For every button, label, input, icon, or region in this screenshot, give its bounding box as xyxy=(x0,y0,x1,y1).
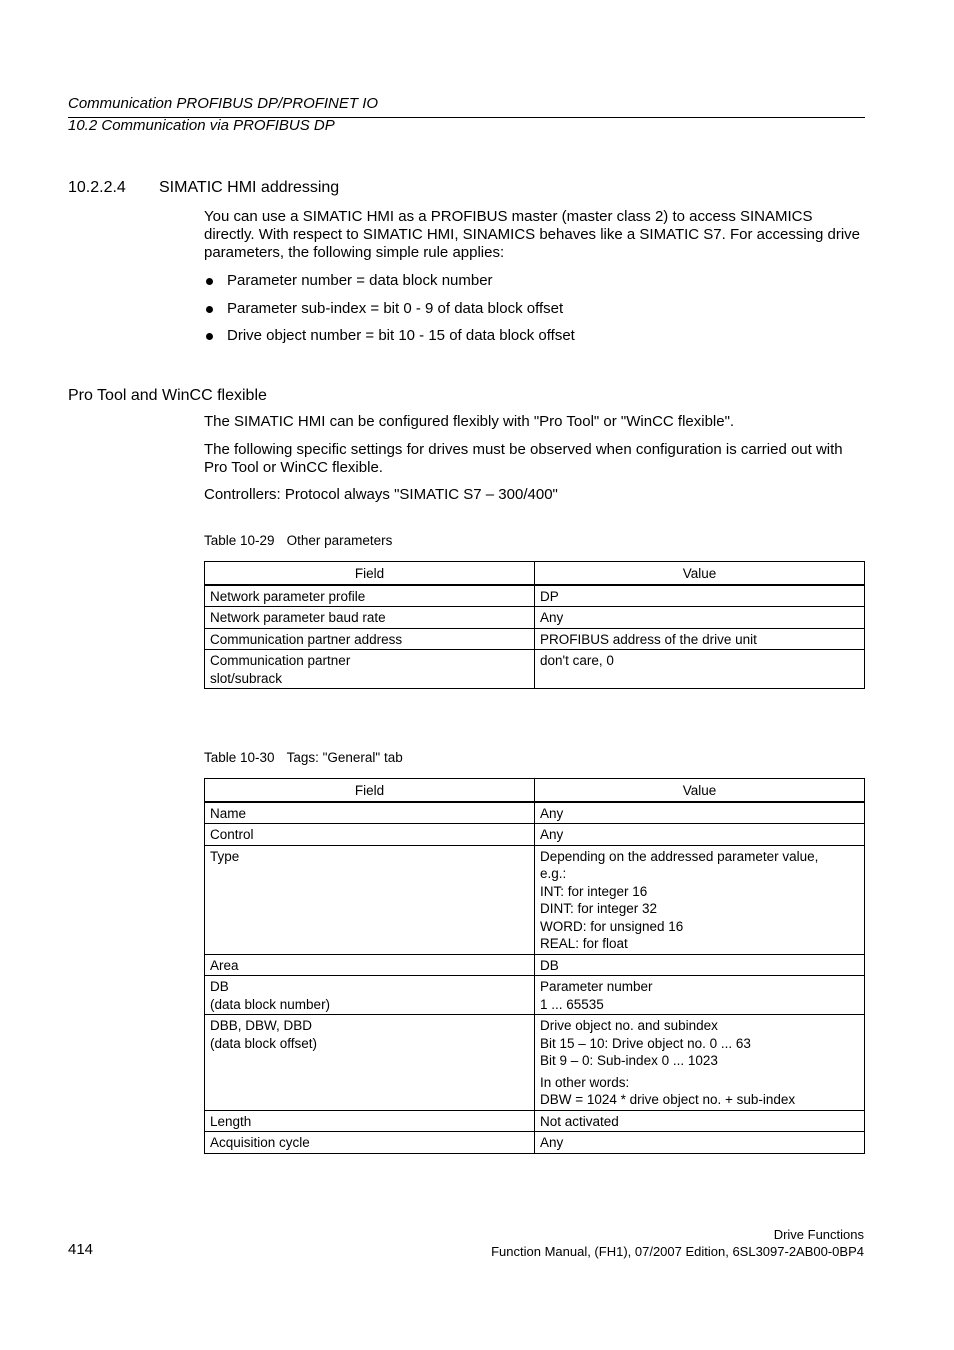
cell-line: DP xyxy=(540,588,559,604)
table-cell-field xyxy=(205,824,535,846)
subsection-paragraph-3: Controllers: Protocol always "SIMATIC S7 – 300/400" xyxy=(204,486,558,503)
table1-caption xyxy=(204,533,392,549)
table-cell-value xyxy=(535,1110,865,1132)
header-rule xyxy=(68,117,865,118)
table-cell-field xyxy=(205,585,535,607)
cell-line: Parameter number xyxy=(540,979,653,994)
cell-line: Bit 15 – 10: Drive object no. 0 ... 63 xyxy=(540,1035,751,1051)
table-cell-value xyxy=(535,607,865,629)
table-row xyxy=(205,628,865,650)
table-cell-value xyxy=(535,650,865,689)
cell-line: Type xyxy=(210,848,240,864)
running-header-chapter: Communication PROFIBUS DP/PROFINET IO xyxy=(68,95,379,112)
table-tags-general-tab xyxy=(204,778,865,1154)
cell-line: Any xyxy=(540,1135,564,1150)
cell-line: PROFIBUS address of the drive unit xyxy=(540,631,757,647)
table-header-row xyxy=(205,779,865,802)
cell-line: Communication partner xyxy=(210,653,351,668)
table-cell-value xyxy=(535,824,865,846)
table-cell-field xyxy=(205,845,535,954)
bullet-dot-icon xyxy=(206,306,213,313)
table-row xyxy=(205,976,865,1015)
table2-caption-number: Table 10-30 xyxy=(204,750,275,765)
column-header-value: Value xyxy=(535,779,865,802)
cell-line: e.g.: xyxy=(540,866,567,881)
footer-manual-title: Drive Functions xyxy=(773,1227,864,1242)
table-other-parameters xyxy=(204,561,865,689)
table-cell-field xyxy=(205,1015,535,1111)
column-header-field: Field xyxy=(205,562,535,585)
table-row xyxy=(205,824,865,846)
cell-line: Network parameter profile xyxy=(210,588,366,604)
table-cell-value xyxy=(535,628,865,650)
cell-line: Any xyxy=(540,610,564,625)
bullet-dot-icon xyxy=(206,278,213,285)
cell-line: In other words: xyxy=(540,1074,630,1090)
bullet-text: Drive object number = bit 10 - 15 of data block offset xyxy=(227,327,575,344)
table2-caption-title: Tags: "General" tab xyxy=(286,750,403,765)
cell-line: DINT: for integer 32 xyxy=(540,901,658,916)
cell-line: DB xyxy=(540,957,559,973)
cell-line: Area xyxy=(210,957,239,973)
table-cell-field xyxy=(205,607,535,629)
cell-line: DBB, DBW, DBD xyxy=(210,1018,313,1033)
table-row xyxy=(205,1132,865,1154)
table-row xyxy=(205,607,865,629)
cell-line: Name xyxy=(210,805,247,821)
subsection-title: Pro Tool and WinCC flexible xyxy=(68,387,267,404)
running-header-section: 10.2 Communication via PROFIBUS DP xyxy=(68,117,335,134)
cell-line: (data block offset) xyxy=(210,1035,318,1051)
cell-line: slot/subrack xyxy=(210,670,283,686)
table-cell-value xyxy=(535,1015,865,1111)
cell-line: don't care, 0 xyxy=(540,653,614,668)
table-cell-value xyxy=(535,585,865,607)
cell-line: REAL: for float xyxy=(540,936,628,951)
subsection-paragraph-1: The SIMATIC HMI can be configured flexibly with "Pro Tool" or "WinCC flexible". xyxy=(204,413,735,430)
table-cell-field xyxy=(205,954,535,976)
table-cell-field xyxy=(205,802,535,824)
column-header-field: Field xyxy=(205,779,535,802)
table-cell-value xyxy=(535,976,865,1015)
bullet-text: Parameter number = data block number xyxy=(227,272,493,289)
table1-caption-number: Table 10-29 xyxy=(204,533,275,548)
cell-line: Any xyxy=(540,827,564,842)
table-cell-value xyxy=(535,802,865,824)
section-title: SIMATIC HMI addressing xyxy=(159,179,340,196)
page-number: 414 xyxy=(68,1241,94,1258)
cell-line: INT: for integer 16 xyxy=(540,883,648,899)
cell-line: (data block number) xyxy=(210,996,331,1012)
table-cell-value xyxy=(535,954,865,976)
table2-caption xyxy=(204,750,403,766)
table-cell-field xyxy=(205,976,535,1015)
cell-line: Network parameter baud rate xyxy=(210,610,386,625)
cell-line: Not activated xyxy=(540,1113,619,1129)
section-intro: You can use a SIMATIC HMI as a PROFIBUS master (master class 2) to access SINAMICS directly. With respect to SIMATIC HMI, SINAMICS behaves like a SIMATIC S7. For accessing drive parameters, the following simple rule applies: xyxy=(204,208,861,261)
cell-line: Communication partner address xyxy=(210,631,403,647)
table-row xyxy=(205,1110,865,1132)
cell-line: Acquisition cycle xyxy=(210,1135,310,1150)
cell-line: WORD: for unsigned 16 xyxy=(540,918,684,934)
subsection-paragraph-2: The following specific settings for drives must be observed when configuration is carried out with Pro Tool or WinCC flexible. xyxy=(204,441,843,476)
table-row xyxy=(205,650,865,689)
cell-line: Bit 9 – 0: Sub-index 0 ... 1023 xyxy=(540,1053,718,1068)
cell-line: Length xyxy=(210,1113,252,1129)
table-cell-value xyxy=(535,845,865,954)
cell-line: Drive object no. and subindex xyxy=(540,1018,718,1033)
table-cell-field xyxy=(205,650,535,689)
table-row xyxy=(205,802,865,824)
cell-line: Control xyxy=(210,827,254,842)
bullet-dot-icon xyxy=(206,333,213,340)
footer-edition: Function Manual, (FH1), 07/2007 Edition, 6SL3097-2AB00-0BP4 xyxy=(491,1244,864,1259)
column-header-value: Value xyxy=(535,562,865,585)
table-cell-field xyxy=(205,1110,535,1132)
table-cell-field xyxy=(205,1132,535,1154)
table-row xyxy=(205,1015,865,1111)
cell-line: Any xyxy=(540,805,564,821)
table-row xyxy=(205,954,865,976)
bullet-text: Parameter sub-index = bit 0 - 9 of data block offset xyxy=(227,300,564,317)
cell-line: Depending on the addressed parameter value, xyxy=(540,848,819,864)
table-cell-value xyxy=(535,1132,865,1154)
cell-line: DBW = 1024 * drive object no. + sub-index xyxy=(540,1092,796,1107)
section-number: 10.2.2.4 xyxy=(68,179,126,196)
cell-line: 1 ... 65535 xyxy=(540,996,604,1012)
table1-caption-title: Other parameters xyxy=(286,533,393,548)
table-row xyxy=(205,845,865,954)
table-header-row xyxy=(205,562,865,585)
cell-line: DB xyxy=(210,979,229,994)
table-row xyxy=(205,585,865,607)
table-cell-field xyxy=(205,628,535,650)
